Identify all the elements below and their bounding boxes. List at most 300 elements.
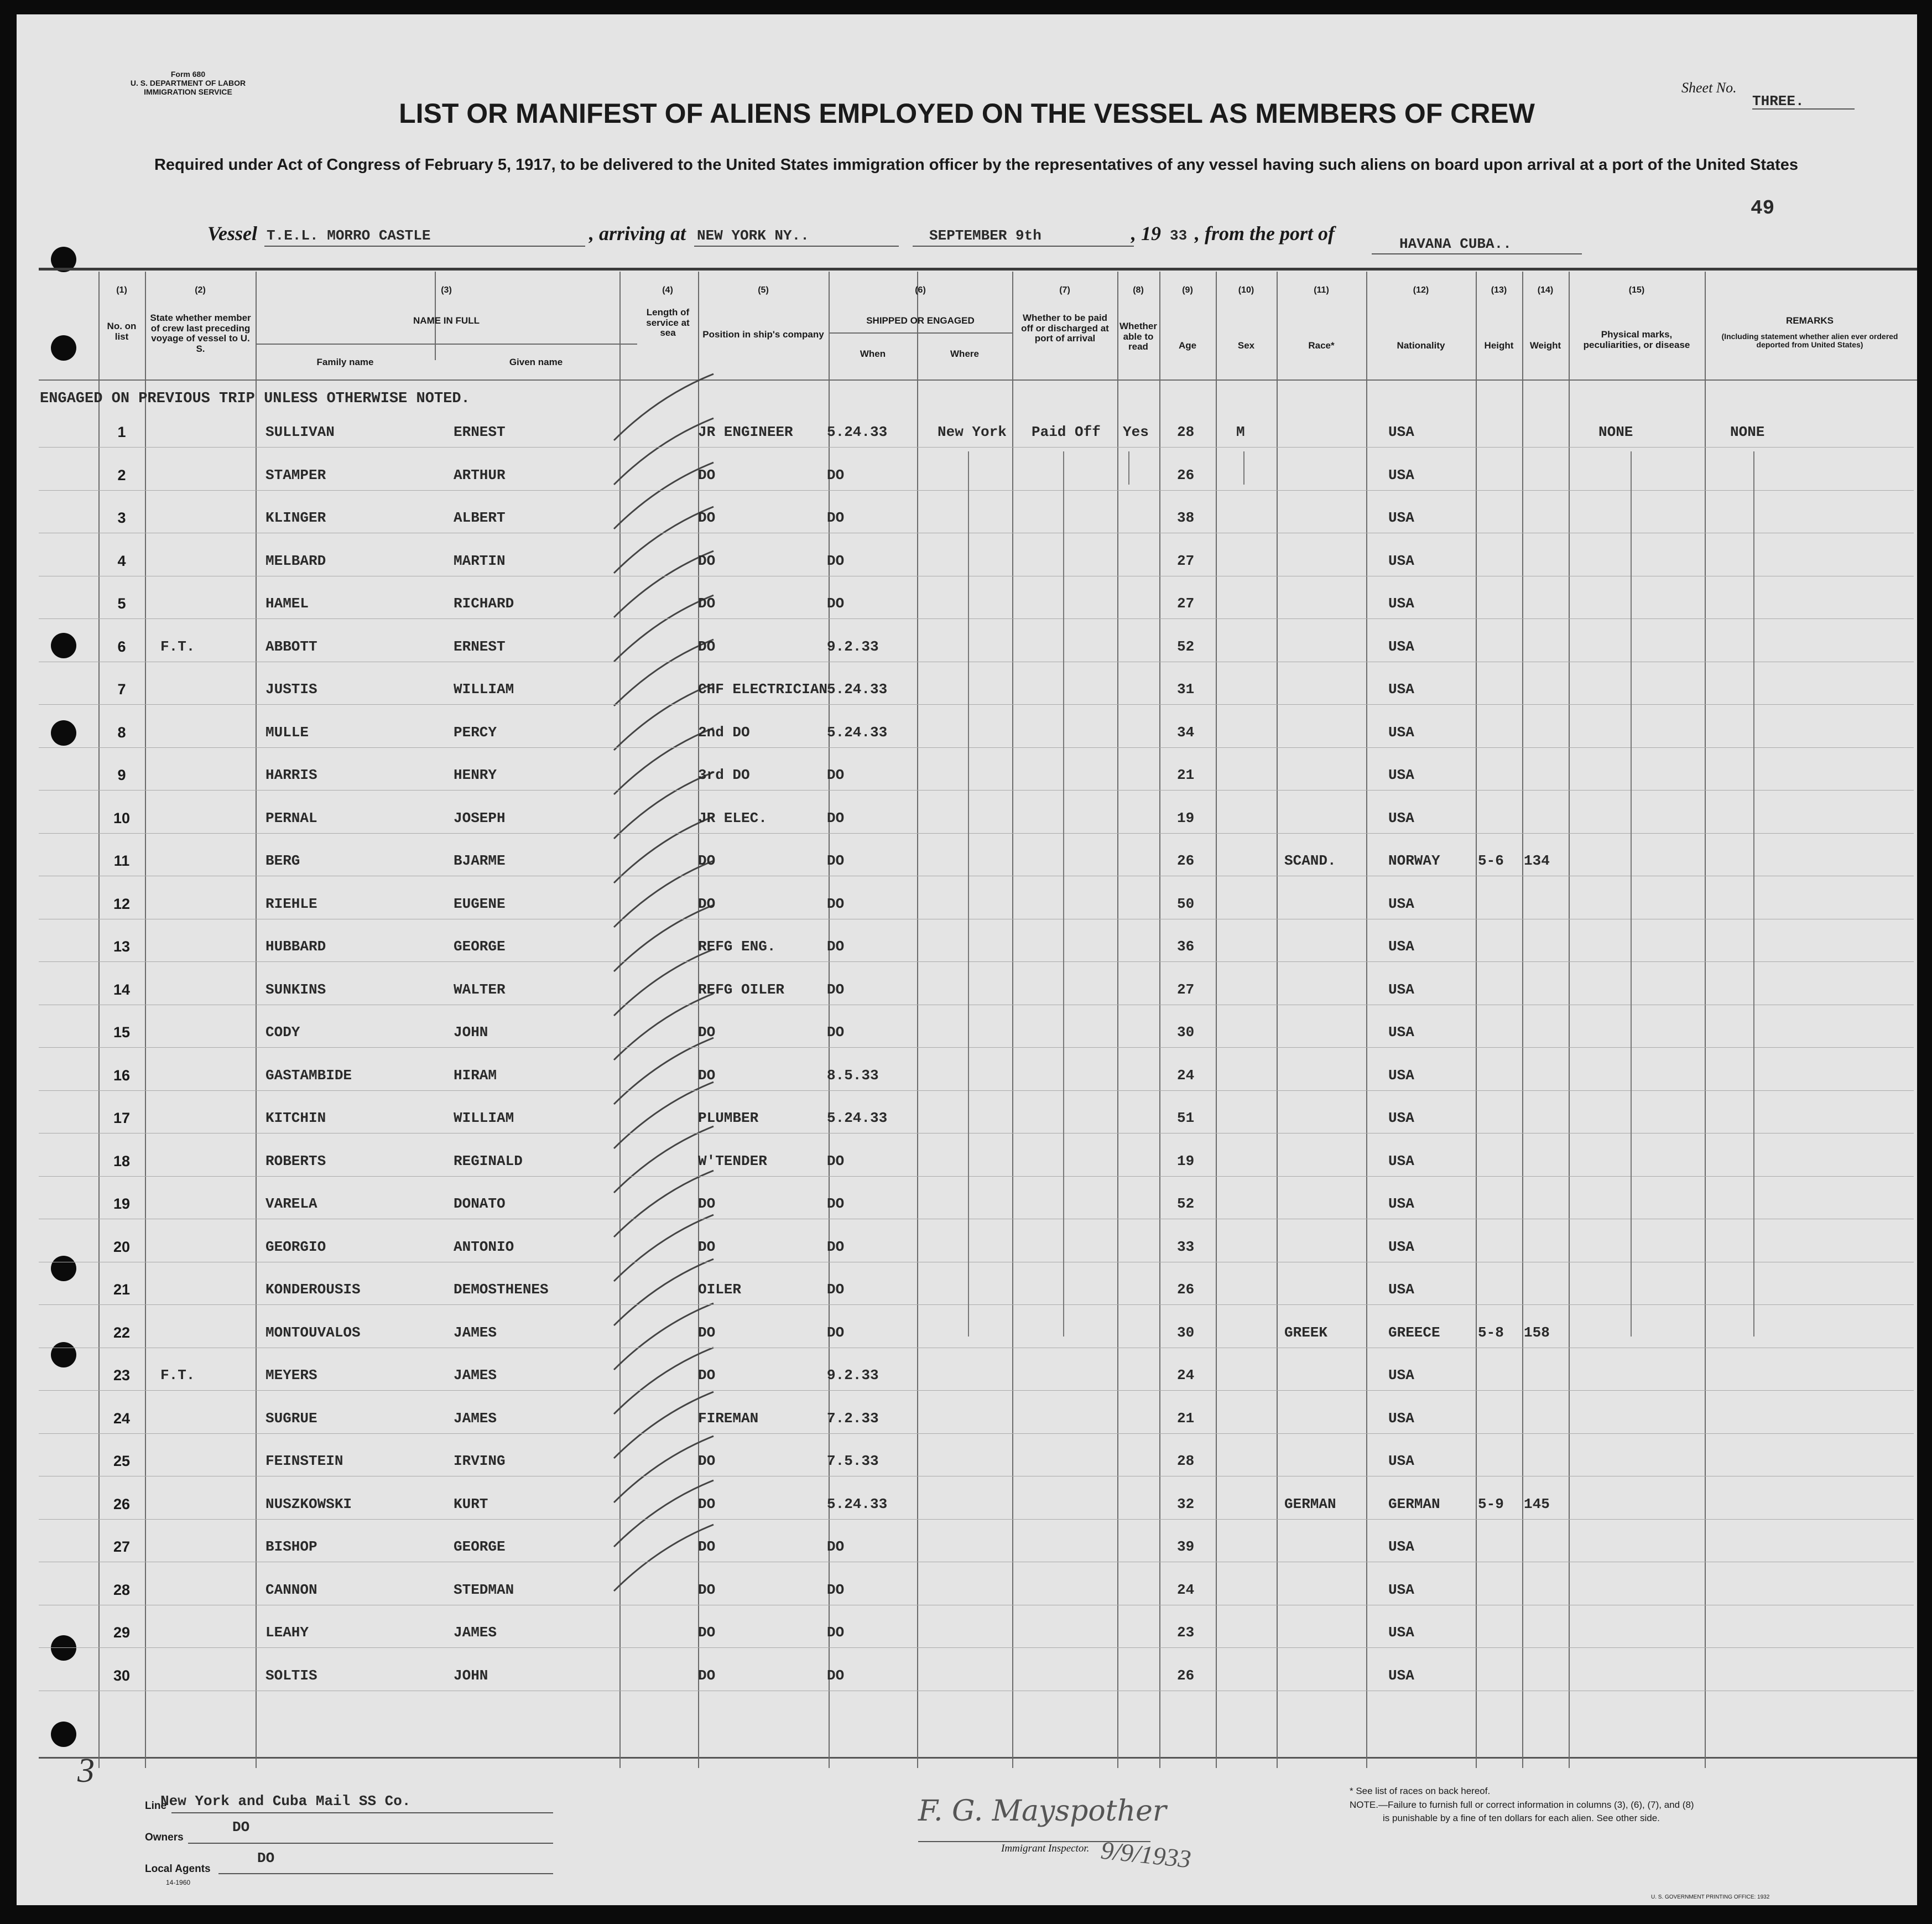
row-given-name: GEORGE (454, 938, 506, 955)
row-given-name: JAMES (454, 1367, 497, 1384)
row-age: 24 (1177, 1367, 1195, 1384)
col1-num: (1) (116, 285, 127, 295)
owners-value: DO (232, 1819, 250, 1835)
row-nationality: USA (1388, 509, 1414, 526)
row-when: DO (827, 1281, 845, 1298)
row-family-name: BISHOP (265, 1538, 317, 1555)
row-number: 20 (113, 1239, 131, 1255)
row-weight: 158 (1524, 1324, 1550, 1341)
row-nationality: USA (1388, 896, 1414, 912)
row-number: 29 (113, 1624, 131, 1641)
punch-hole (51, 1256, 76, 1281)
row-when: DO (827, 981, 845, 998)
row-age: 32 (1177, 1496, 1195, 1512)
remarks-subheader: (Including statement whether alien ever ordered deported from United States) (1721, 332, 1898, 350)
row-able-to-read: Yes (1123, 424, 1149, 440)
row-nationality: USA (1388, 1024, 1414, 1041)
row-when: 7.5.33 (827, 1453, 879, 1469)
row-when: DO (827, 595, 845, 612)
col3-num: (3) (441, 285, 452, 295)
row-age: 21 (1177, 1410, 1195, 1427)
row-when: 5.24.33 (827, 681, 888, 698)
ditto-line (1631, 451, 1632, 1337)
row-position: DO (698, 1496, 716, 1512)
race-note: * See list of races on back hereof. (1350, 1786, 1491, 1796)
row-number: 3 (117, 509, 126, 526)
row-position: DO (698, 1324, 716, 1341)
arrival-year: 33 (1170, 227, 1188, 244)
ditto-line (1753, 451, 1754, 1337)
row-age: 24 (1177, 1067, 1195, 1084)
row-when: DO (827, 1195, 845, 1212)
punch-hole (51, 1342, 76, 1367)
row-position: OILER (698, 1281, 742, 1298)
row-given-name: BJARME (454, 852, 506, 869)
row-age: 26 (1177, 852, 1195, 869)
row-age: 27 (1177, 553, 1195, 569)
engaged-note: ENGAGED ON PREVIOUS TRIP UNLESS OTHERWISE NOTED. (40, 391, 470, 407)
col7-num: (7) (1059, 285, 1070, 295)
row-age: 21 (1177, 767, 1195, 783)
row-remarks: NONE (1730, 424, 1765, 440)
row-family-name: KLINGER (265, 509, 326, 526)
row-given-name: JAMES (454, 1624, 497, 1641)
row-when: 8.5.33 (827, 1067, 879, 1084)
row-nationality: NORWAY (1388, 852, 1440, 869)
row-age: 24 (1177, 1582, 1195, 1598)
row-number: 1 (117, 424, 126, 440)
col1-header: No. on list (107, 321, 137, 342)
row-when: DO (827, 1538, 845, 1555)
row-position: DO (698, 1582, 716, 1598)
row-number: 18 (113, 1153, 131, 1169)
row-family-name: ROBERTS (265, 1153, 326, 1169)
row-number: 2 (117, 467, 126, 483)
row-given-name: KURT (454, 1496, 488, 1512)
row-when: DO (827, 852, 845, 869)
row-age: 51 (1177, 1110, 1195, 1126)
row-age: 31 (1177, 681, 1195, 698)
page-number: 49 (1751, 197, 1775, 220)
row-number: 8 (117, 724, 126, 741)
agents-value: DO (257, 1850, 275, 1866)
row-given-name: ARTHUR (454, 467, 506, 483)
col2-header: State whether member of crew last preceding voyage of vessel to U. S. (150, 313, 251, 355)
row-given-name: JOHN (454, 1667, 488, 1684)
row-family-name: MONTOUVALOS (265, 1324, 361, 1341)
row-family-name: SULLIVAN (265, 424, 335, 440)
pencil-tick (614, 1480, 714, 1547)
row-position: DO (698, 467, 716, 483)
row-number: 11 (113, 852, 130, 869)
col4-num: (4) (662, 285, 673, 295)
row-weight: 134 (1524, 852, 1550, 869)
row-nationality: USA (1388, 424, 1414, 440)
row-number: 9 (117, 767, 126, 783)
ditto-line (1243, 451, 1244, 485)
row-number: 13 (113, 938, 131, 955)
line-label: Line (145, 1800, 167, 1812)
row-nationality: USA (1388, 1453, 1414, 1469)
row-nationality: USA (1388, 1624, 1414, 1641)
row-marks: NONE (1598, 424, 1633, 440)
punch-hole (51, 335, 76, 361)
row-age: 26 (1177, 1281, 1195, 1298)
row-age: 19 (1177, 1153, 1195, 1169)
row-position: DO (698, 1538, 716, 1555)
footer-notes (1350, 1785, 1694, 1826)
row-age: 30 (1177, 1324, 1195, 1341)
row-nationality: USA (1388, 1538, 1414, 1555)
row-when: DO (827, 896, 845, 912)
punch-hole (51, 1635, 76, 1661)
row-when: DO (827, 767, 845, 783)
row-age: 39 (1177, 1538, 1195, 1555)
col6-when-header: When (860, 349, 886, 359)
row-family-name: JUSTIS (265, 681, 317, 698)
row-age: 52 (1177, 638, 1195, 655)
pencil-tick (614, 861, 714, 927)
printer-credit: U. S. GOVERNMENT PRINTING OFFICE: 1932 (1651, 1894, 1770, 1900)
row-number: 7 (117, 681, 126, 698)
row-when: 5.24.33 (827, 1110, 888, 1126)
row-when: 7.2.33 (827, 1410, 879, 1427)
row-position: JR ELEC. (698, 810, 767, 826)
row-when: DO (827, 467, 845, 483)
row-given-name: ANTONIO (454, 1239, 514, 1255)
row-number: 24 (113, 1410, 131, 1427)
row-number: 30 (113, 1667, 131, 1684)
row-age: 26 (1177, 467, 1195, 483)
row-family-name: KONDEROUSIS (265, 1281, 361, 1298)
row-position: DO (698, 553, 716, 569)
service-name: IMMIGRATION SERVICE (144, 87, 232, 97)
row-when: DO (827, 810, 845, 826)
row-family-name: GASTAMBIDE (265, 1067, 352, 1084)
punch-hole (51, 633, 76, 658)
sheet-no-label: Sheet No. (1681, 80, 1737, 96)
from-port-label: , from the port of (1195, 222, 1335, 245)
col9-header: Age (1178, 340, 1197, 351)
row-position: DO (698, 638, 716, 655)
row-nationality: USA (1388, 595, 1414, 612)
row-nationality: USA (1388, 553, 1414, 569)
row-given-name: ALBERT (454, 509, 506, 526)
row-family-name: MELBARD (265, 553, 326, 569)
vessel-name: T.E.L. MORRO CASTLE (267, 227, 431, 244)
row-state: F.T. (160, 1367, 195, 1384)
row-family-name: CANNON (265, 1582, 317, 1598)
row-family-name: PERNAL (265, 810, 317, 826)
col12-num: (12) (1413, 285, 1429, 295)
col2-num: (2) (195, 285, 206, 295)
row-position: DO (698, 1453, 716, 1469)
row-nationality: USA (1388, 1067, 1414, 1084)
row-nationality: USA (1388, 1410, 1414, 1427)
row-nationality: USA (1388, 1195, 1414, 1212)
row-number: 23 (113, 1367, 131, 1384)
row-age: 34 (1177, 724, 1195, 741)
row-position: DO (698, 1024, 716, 1041)
row-position: DO (698, 896, 716, 912)
row-number: 28 (113, 1582, 131, 1598)
ditto-line (1128, 451, 1129, 485)
row-position: DO (698, 1624, 716, 1641)
row-family-name: MEYERS (265, 1367, 317, 1384)
row-given-name: HENRY (454, 767, 497, 783)
row-nationality: USA (1388, 1239, 1414, 1255)
department-name: U. S. DEPARTMENT OF LABOR (130, 79, 246, 88)
row-given-name: REGINALD (454, 1153, 523, 1169)
page-subtitle: Required under Act of Congress of February 5, 1917, to be delivered to the United States immigration officer by the representatives of any vessel having such aliens on board upon arrival at a port of the United States (154, 156, 1799, 174)
row-when: DO (827, 938, 845, 955)
col14-header: Weight (1529, 340, 1561, 351)
pencil-tick (614, 817, 714, 883)
row-position: DO (698, 595, 716, 612)
row-given-name: ERNEST (454, 638, 506, 655)
row-nationality: USA (1388, 1667, 1414, 1684)
row-family-name: LEAHY (265, 1624, 309, 1641)
row-when: DO (827, 509, 845, 526)
row-number: 10 (113, 810, 131, 826)
row-age: 26 (1177, 1667, 1195, 1684)
row-when: DO (827, 1324, 845, 1341)
row-nationality: USA (1388, 467, 1414, 483)
row-number: 17 (113, 1110, 131, 1126)
row-number: 14 (113, 981, 131, 998)
row-race: GREEK (1284, 1324, 1328, 1341)
row-position: CHF ELECTRICIAN (698, 681, 828, 698)
row-position: 3rd DO (698, 767, 750, 783)
col9-num: (9) (1182, 285, 1193, 295)
row-position: DO (698, 1667, 716, 1684)
year-prefix: , 19 (1131, 222, 1161, 245)
col6-where-header: Where (950, 349, 979, 359)
row-age: 33 (1177, 1239, 1195, 1255)
row-age: 28 (1177, 424, 1195, 440)
arriving-label: , arriving at (589, 222, 686, 245)
row-position: W'TENDER (698, 1153, 767, 1169)
col11-header: Race* (1308, 340, 1335, 351)
ditto-line (1063, 451, 1064, 1337)
row-family-name: STAMPER (265, 467, 326, 483)
col3-header: NAME IN FULL (413, 315, 480, 326)
row-position: DO (698, 509, 716, 526)
row-family-name: BERG (265, 852, 300, 869)
row-when: DO (827, 1582, 845, 1598)
row-number: 19 (113, 1195, 131, 1212)
row-when: 5.24.33 (827, 724, 888, 741)
row-position: REFG ENG. (698, 938, 776, 955)
col7-header: Whether to be paid off or discharged at port of arrival (1021, 313, 1109, 344)
row-number: 12 (113, 896, 131, 912)
row-when: DO (827, 1624, 845, 1641)
col6-num: (6) (915, 285, 926, 295)
row-given-name: JOSEPH (454, 810, 506, 826)
row-nationality: GREECE (1388, 1324, 1440, 1341)
row-given-name: ERNEST (454, 424, 506, 440)
row-given-name: WILLIAM (454, 681, 514, 698)
row-position: 2nd DO (698, 724, 750, 741)
inspector-label: Immigrant Inspector. (1001, 1843, 1090, 1854)
page-title: LIST OR MANIFEST OF ALIENS EMPLOYED ON THE VESSEL AS MEMBERS OF CREW (399, 98, 1535, 129)
row-nationality: USA (1388, 1367, 1414, 1384)
col10-header: Sex (1237, 340, 1255, 351)
row-family-name: SUGRUE (265, 1410, 317, 1427)
row-nationality: USA (1388, 981, 1414, 998)
ditto-line (968, 451, 969, 1337)
row-number: 6 (117, 638, 126, 655)
row-given-name: HIRAM (454, 1067, 497, 1084)
row-nationality: USA (1388, 681, 1414, 698)
row-given-name: GEORGE (454, 1538, 506, 1555)
row-age: 19 (1177, 810, 1195, 826)
row-family-name: SOLTIS (265, 1667, 317, 1684)
row-position: DO (698, 1367, 716, 1384)
row-given-name: MARTIN (454, 553, 506, 569)
row-family-name: RIEHLE (265, 896, 317, 912)
row-number: 22 (113, 1324, 131, 1341)
row-age: 30 (1177, 1024, 1195, 1041)
col8-num: (8) (1133, 285, 1144, 295)
col13-num: (13) (1491, 285, 1507, 295)
row-position: DO (698, 1067, 716, 1084)
penalty-note-cont: is punishable by a fine of ten dollars for each alien. See other side. (1383, 1813, 1660, 1824)
row-family-name: HAMEL (265, 595, 309, 612)
row-race: GERMAN (1284, 1496, 1336, 1512)
row-family-name: CODY (265, 1024, 300, 1041)
row-position: PLUMBER (698, 1110, 759, 1126)
row-nationality: USA (1388, 638, 1414, 655)
row-number: 21 (113, 1281, 131, 1298)
row-paid-off: Paid Off (1032, 424, 1101, 440)
row-given-name: JOHN (454, 1024, 488, 1041)
row-weight: 145 (1524, 1496, 1550, 1512)
row-nationality: USA (1388, 1582, 1414, 1598)
arriving-port: NEW YORK NY.. (697, 227, 809, 244)
col3-family-header: Family name (316, 357, 374, 367)
inspector-signature: F. G. Mayspother (918, 1795, 1167, 1828)
col13-header: Height (1484, 340, 1514, 351)
row-when: 5.24.33 (827, 1496, 888, 1512)
row-given-name: IRVING (454, 1453, 506, 1469)
row-number: 4 (117, 553, 126, 569)
col15-header: Physical marks, peculiarities, or disease (1583, 329, 1690, 350)
remarks-header: REMARKS (1786, 315, 1834, 326)
row-number: 26 (113, 1496, 131, 1512)
row-position: JR ENGINEER (698, 424, 793, 440)
agents-label: Local Agents (145, 1863, 211, 1875)
row-nationality: USA (1388, 767, 1414, 783)
row-given-name: STEDMAN (454, 1582, 514, 1598)
row-given-name: DONATO (454, 1195, 506, 1212)
pencil-tick-marks (597, 357, 774, 1740)
row-position: DO (698, 1239, 716, 1255)
form-number: Form 680 (170, 70, 206, 79)
row-family-name: VARELA (265, 1195, 317, 1212)
row-position: FIREMAN (698, 1410, 759, 1427)
row-height: 5-9 (1478, 1496, 1504, 1512)
row-family-name: GEORGIO (265, 1239, 326, 1255)
penalty-note: NOTE.—Failure to furnish full or correct information in columns (3), (6), (7), and (8) (1350, 1799, 1694, 1810)
col15-num: (15) (1628, 285, 1645, 295)
row-state: F.T. (160, 638, 195, 655)
row-nationality: USA (1388, 1281, 1414, 1298)
row-given-name: JAMES (454, 1324, 497, 1341)
row-race: SCAND. (1284, 852, 1336, 869)
row-when: DO (827, 553, 845, 569)
row-given-name: WILLIAM (454, 1110, 514, 1126)
row-number: 5 (117, 595, 126, 612)
row-age: 23 (1177, 1624, 1195, 1641)
form-code: 14-1960 (166, 1879, 191, 1886)
row-when: 9.2.33 (827, 638, 879, 655)
handwritten-date: 9/9/1933 (1099, 1835, 1192, 1874)
row-age: 38 (1177, 509, 1195, 526)
row-nationality: USA (1388, 938, 1414, 955)
row-when: 5.24.33 (827, 424, 888, 440)
col10-num: (10) (1238, 285, 1254, 295)
row-number: 25 (113, 1453, 131, 1469)
row-family-name: HUBBARD (265, 938, 326, 955)
row-family-name: KITCHIN (265, 1110, 326, 1126)
col4-header: Length of service at sea (646, 307, 690, 339)
row-sex: M (1236, 424, 1245, 440)
row-where: New York (938, 424, 1007, 440)
pencil-tick (614, 1525, 714, 1591)
col12-header: Nationality (1397, 340, 1445, 351)
row-family-name: SUNKINS (265, 981, 326, 998)
row-given-name: PERCY (454, 724, 497, 741)
row-when: DO (827, 1239, 845, 1255)
col14-num: (14) (1537, 285, 1554, 295)
row-given-name: EUGENE (454, 896, 506, 912)
row-position: DO (698, 1195, 716, 1212)
row-family-name: NUSZKOWSKI (265, 1496, 352, 1512)
row-given-name: JAMES (454, 1410, 497, 1427)
departure-port: HAVANA CUBA.. (1399, 236, 1512, 252)
row-given-name: RICHARD (454, 595, 514, 612)
row-position: DO (698, 852, 716, 869)
row-nationality: USA (1388, 724, 1414, 741)
col5-num: (5) (758, 285, 769, 295)
row-nationality: GERMAN (1388, 1496, 1440, 1512)
row-height: 5-6 (1478, 852, 1504, 869)
row-age: 50 (1177, 896, 1195, 912)
row-given-name: DEMOSTHENES (454, 1281, 549, 1298)
col5-header: Position in ship's company (702, 329, 824, 340)
row-age: 27 (1177, 981, 1195, 998)
row-age: 36 (1177, 938, 1195, 955)
col11-num: (11) (1314, 285, 1329, 295)
row-family-name: ABBOTT (265, 638, 317, 655)
row-age: 28 (1177, 1453, 1195, 1469)
owners-label: Owners (145, 1832, 184, 1843)
row-number: 15 (113, 1024, 131, 1041)
row-nationality: USA (1388, 1110, 1414, 1126)
sheet-no-value: THREE. (1752, 93, 1804, 110)
punch-hole (51, 1722, 76, 1747)
corner-mark: 3 (77, 1752, 95, 1790)
row-nationality: USA (1388, 810, 1414, 826)
pencil-tick (614, 1436, 714, 1502)
row-family-name: MULLE (265, 724, 309, 741)
row-family-name: FEINSTEIN (265, 1453, 343, 1469)
row-age: 27 (1177, 595, 1195, 612)
row-number: 27 (113, 1538, 131, 1555)
punch-hole (51, 720, 76, 746)
col3-given-header: Given name (509, 357, 563, 367)
